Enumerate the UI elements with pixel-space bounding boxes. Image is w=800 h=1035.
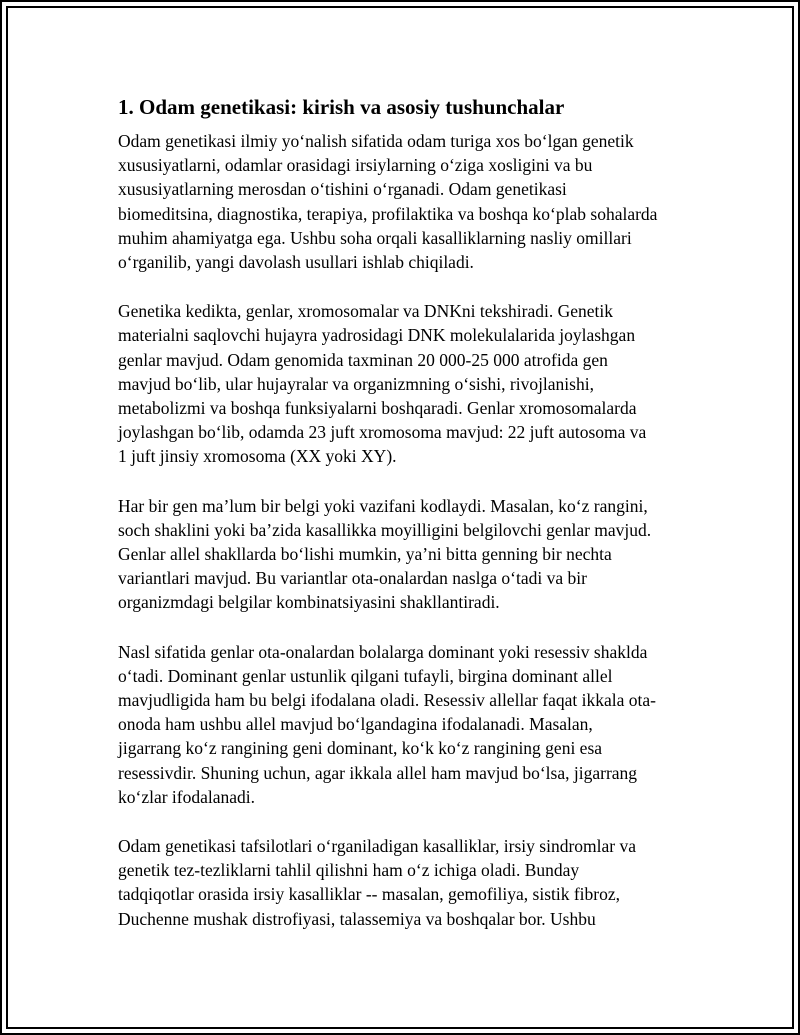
paragraph-intro <box>118 129 690 274</box>
text-line: o‘rganilib, yangi davolash usullari ishlab chiqiladi. <box>118 252 474 273</box>
text-line: xususiyatlarning merosdan o‘tishini o‘rganadi. Odam genetikasi <box>118 179 567 200</box>
paragraph-genetics <box>118 299 690 468</box>
text-line: joylashgan bo‘lib, odamda 23 juft xromosoma mavjud: 22 juft autosoma va <box>118 422 647 443</box>
text-line: genlar mavjud. Odam genomida taxminan 20 000-25 000 atrofida gen <box>118 349 608 370</box>
text-line: genetik tez-tezliklarni tahlil qilishni ham o‘z ichiga oladi. Bunday <box>118 860 580 881</box>
text-line: Duchenne mushak distrofiyasi, talassemiya va boshqalar bor. Ushbu <box>118 908 596 929</box>
text-line: jigarrang ko‘z rangining geni dominant, ko‘k ko‘z rangining geni esa <box>118 738 603 759</box>
text-line: mavjudligida ham bu belgi ifodalana oladi. Resessiv allellar faqat ikkala ota- <box>118 690 656 711</box>
text-line: variantlari mavjud. Bu variantlar ota-onalardan naslga o‘tadi va bir <box>118 568 587 589</box>
text-line: Genlar allel shakllarda bo‘lishi mumkin, ya’ni bitta genning bir nechta <box>118 544 612 565</box>
text-line: Odam genetikasi ilmiy yo‘nalish sifatida odam turiga xos bo‘lgan genetik <box>118 131 634 151</box>
text-line: metabolizmi va boshqa funksiyalarni boshqaradi. Genlar xromosomalarda <box>118 398 637 419</box>
text-line: biomeditsina, diagnostika, terapiya, profilaktika va boshqa ko‘plab sohalarda <box>118 203 658 224</box>
text-line: Har bir gen ma’lum bir belgi yoki vazifani kodlaydi. Masalan, ko‘z rangini, <box>118 495 648 516</box>
text-line: materialni saqlovchi hujayra yadrosidagi DNK molekulalarida joylashgan <box>118 325 636 346</box>
text-line: tadqiqotlar orasida irsiy kasalliklar -- masalan, gemofiliya, sistik fibroz, <box>118 884 621 905</box>
text-line: xususiyatlarni, odamlar orasidagi irsiylarning o‘ziga xosligini va bu <box>118 155 593 176</box>
text-line: resessivdir. Shuning uchun, agar ikkala allel ham mavjud bo‘lsa, jigarrang <box>118 762 638 783</box>
text-line: organizmdagi belgilar kombinatsiyasini shakllantiradi. <box>118 592 500 613</box>
document-body <box>118 93 690 956</box>
paragraph-genes-alleles <box>118 494 690 615</box>
text-line: onoda ham ushbu allel mavjud bo‘lgandagina ifodalanadi. Masalan, <box>118 714 593 735</box>
text-line: o‘tadi. Dominant genlar ustunlik qilgani tufayli, birgina dominant allel <box>118 665 613 686</box>
section-heading: 1. Odam genetikasi: kirish va asosiy tushunchalar <box>118 95 565 119</box>
text-line: mavjud bo‘lib, ular hujayralar va organizmning o‘sishi, rivojlanishi, <box>118 373 594 394</box>
text-line: soch shaklini yoki ba’zida kasallikka moyilligini belgilovchi genlar mavjud. <box>118 519 652 540</box>
text-line: muhim ahamiyatga ega. Ushbu soha orqali kasalliklarning nasliy omillari <box>118 227 632 248</box>
text-line: Nasl sifatida genlar ota-onalardan bolalarga dominant yoki resessiv shaklda <box>118 641 648 662</box>
paragraph-inheritance <box>118 640 690 809</box>
paragraph-diseases <box>118 834 690 931</box>
text-line: 1 juft jinsiy xromosoma (XX yoki XY). <box>118 446 397 467</box>
text-line: Odam genetikasi tafsilotlari o‘rganiladigan kasalliklar, irsiy sindromlar va <box>118 836 637 857</box>
text-line: Genetika kedikta, genlar, xromosomalar va DNKni tekshiradi. Genetik <box>118 301 613 322</box>
text-line: ko‘zlar ifodalanadi. <box>118 786 256 807</box>
